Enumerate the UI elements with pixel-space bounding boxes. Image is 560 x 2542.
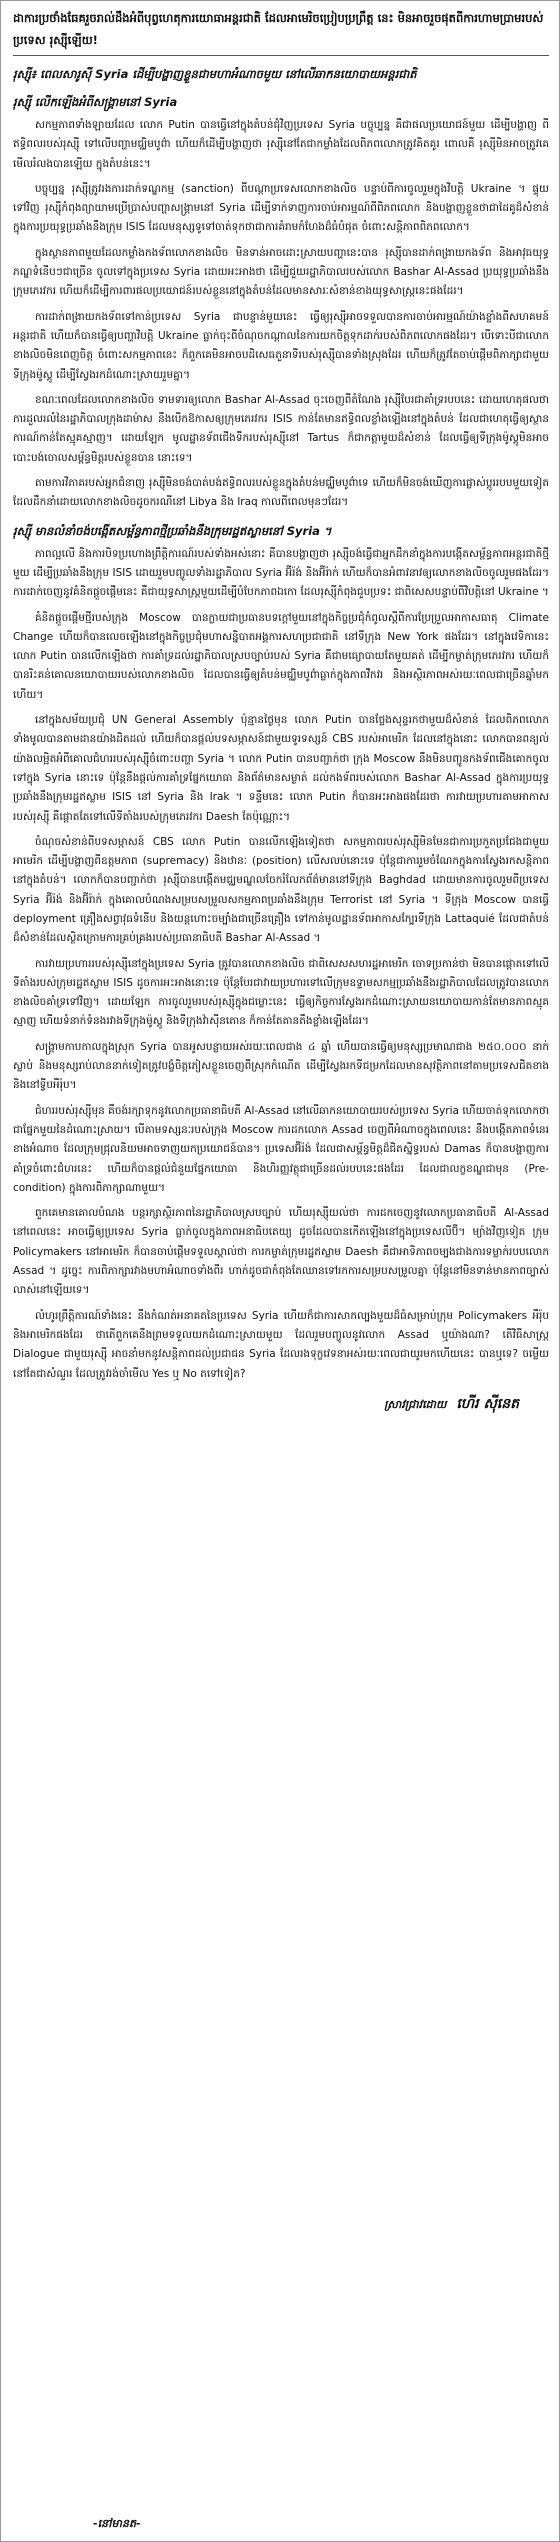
author-name: ហើរ ស៊ីនេត xyxy=(456,1395,519,1412)
paragraph: ការវាយប្រហាររបស់រុស្ស៊ីនៅក្នុងប្រទេស Syria ត្រូវបានលោកខាងលិច ជាពិសេសសហរដ្ឋអាមេរិក ចោទប្រកាន់ថា មិនបានផ្តោតទៅលើទីតាំងរបស់ក្រុមរដ្ឋឥស្លាម ISIS ដូចការអះអាងនោះទេ ប៉ុន្តែបែរជាវាយប្រហារទៅលើក្រុមឧទ្ទាមសកម្មប្រឆាំងនឹងរដ្ឋាភិបាលដែលត្រូវបានលោកខាងលិចគាំទ្រទៅវិញ។ ដោយឡែក ការចូលរួមរបស់រុស្ស៊ីក្នុងជម្លោះនេះ ធ្វើឲ្យកិច្ចការស្វែងរកដំណោះស្រាយនយោបាយកាន់តែមានភាពស្មុគស្មាញ ហើយទំនាក់ទំនងរវាងទីក្រុងម៉ូស្គូ និងទីក្រុងវ៉ាស៊ីនតោន ក៏កាន់តែតានតឹងខ្លាំងឡើងដែរ។ xyxy=(13,957,549,1028)
paragraph: បច្ចុប្បន្ន រុស្ស៊ីត្រូវរងការដាក់ទណ្ឌកម្ម (sanction) ពីបណ្តាប្រទេសលោកខាងលិច បន្ទាប់ពីការចូលរួមក្នុងវិបត្តិ Ukraine ។ ផ្ទុយទៅវិញ រុស្ស៊ីកំពុងព្យាយាមប្រើប្រាស់បញ្ហាសង្គ្រាមនៅ Syria ដើម្បីទាក់ទាញការចាប់អារម្មណ៍ពីពិភពលោក និងបង្ហាញខ្លួនថាជាដៃគូដ៏សំខាន់ក្នុងការប្រយុទ្ធប្រឆាំងនឹងក្រុម ISIS ដែលមនុស្សទូទៅចាត់ទុកថាជាការគំរាមកំហែងដ៏ធំបំផុត ចំពោះសន្តិភាពពិភពលោក។ xyxy=(13,182,549,234)
paragraph: ចំណុចសំខាន់ពីបទសម្ភាសន៍ CBS លោក Putin បានលើកឡើងទៀតថា សកម្មភាពរបស់រុស្ស៊ីមិនមែនជាការប្រកួតប្រជែងជាមួយអាមេរិក ដើម្បីបង្ហាញពីឧត្តមភាព (supremacy) និងឋានៈ (position) លើសលប់នោះទេ ប៉ុន្តែជាការរួមចំណែកក្នុងការស្វែងរកសន្តិភាពនៅក្នុងតំបន់។ លោកក៏បានបញ្ជាក់ថា រុស្ស៊ីបានបង្កើតមជ្ឈមណ្ឌលចែករំលែកព័ត៌មាននៅទីក្រុង Baghdad ដោយមានការចូលរួមពីប្រទេស Syria អ៊ីរ៉ង់ និងអ៊ីរ៉ាក់ ក្នុងគោលបំណងសម្របសម្រួលសកម្មភាពប្រឆាំងនឹងក្រុម Terrorist នៅ Syria ។ ទីក្រុង Moscow បានធ្វើ deployment គ្រឿងសព្វាវុធទំនើប និងយន្តហោះចម្បាំងជាច្រើនគ្រឿង ទៅកាន់មូលដ្ឋានទ័ពអាកាសក្បែរទីក្រុង Lattaquié ដែលជាតំបន់ដ៏សំខាន់ដែលស្ថិតក្រោមការគ្រប់គ្រងរបស់ប្រធានាធិបតី Bashar Al-Assad ។ xyxy=(13,835,549,945)
paragraph: ភាពល្អលើ និងការបិទប្រហោងព្រឹត្តិការណ៍របស់ទាំងអស់នោះ គឺបានបង្ហាញថា រុស្ស៊ីចង់ធ្វើជាអ្នកដឹកនាំក្នុងការបង្កើតសម្ព័ន្ធភាពអន្តរជាតិថ្មីមួយ ដើម្បីប្រឆាំងនឹងក្រុម ISIS ដោយរួមបញ្ចូលទាំងរដ្ឋាភិបាល Syria អ៊ីរ៉ង់ និងអ៊ីរ៉ាក់ ហើយក៏បានអំពាវនាវឲ្យលោកខាងលិចចូលរួមផងដែរ។ ការដាក់ចេញនូវគំនិតផ្តួចផ្តើមនេះ គឺជាយុទ្ធសាស្ត្រមួយដើម្បីបំបែកភាពឯកោ ដែលរុស្ស៊ីកំពុងជួបប្រទះ ជាពិសេសបន្ទាប់ពីវិបត្តិនៅ Ukraine ។ xyxy=(13,547,549,599)
paragraph: ក្នុងស្ថានភាពមួយដែលកម្លាំងកងទ័ពលោកខាងលិច មិនទាន់អាចដោះស្រាយបញ្ហានេះបាន រុស្ស៊ីបានដាក់ពង្រាយកងទ័ព និងអាវុធយុទ្ធភណ្ឌទំនើបៗជាច្រើន ចូលទៅក្នុងប្រទេស Syria ដោយអះអាងថា ដើម្បីជួយរដ្ឋាភិបាលរបស់លោក Bashar Al-Assad ប្រយុទ្ធប្រឆាំងនឹងក្រុមភេរវករ ហើយក៏ដើម្បីការពារផលប្រយោជន៍របស់ខ្លួននៅក្នុងតំបន់ដែលមានសារៈសំខាន់ខាងយុទ្ធសាស្ត្រនេះផងដែរ។ xyxy=(13,246,549,298)
credit-label: ស្រាវជ្រាវដោយ xyxy=(384,1397,447,1411)
paragraph: លំហូរព្រឹត្តិការណ៍ទាំងនេះ នឹងកំណត់អនាគតនៃប្រទេស Syria ហើយក៏ជាការសាកល្បងមួយដ៏ធំសម្រាប់ក្រុម Policymakers អឺរ៉ុប និងអាមេរិកផងដែរ ថាតើពួកគេនឹងព្រមទទួលយកដំណោះស្រាយមួយ ដែលរួមបញ្ចូលនូវលោក Assad ឬយ៉ាងណា? តើវិធីសាស្ត្រ Dialogue ជាមួយរុស្ស៊ី អាចនាំមកនូវសន្តិភាពដល់ប្រជាជន Syria ដែលរងទុក្ខវេទនាអស់រយៈពេលជាយូរមកហើយនេះ បានឬទេ? ចម្លើយនៅតែជាសំណួរ ដែលត្រូវរង់ចាំមើល Yes ឬ No តទៅទៀត? xyxy=(13,1309,549,1380)
paragraph: សង្គ្រាមកាបកាលក្នុងស្រុក Syria បានអូសបន្លាយអស់រយៈពេលជាង ៤ ឆ្នាំ ហើយបានធ្វើឲ្យមនុស្សប្រមាណជាង ២៥០.០០០ នាក់ស្លាប់ និងមនុស្សរាប់លាននាក់ទៀតត្រូវបង្ខំចិត្តភៀសខ្លួនចេញពីស្រុកកំណើត ដើម្បីស្វែងរកទីជម្រកដែលមានសុវត្ថិភាពនៅតាមប្រទេសជិតខាង និងនៅទ្វីបអឺរ៉ុប។ xyxy=(13,1040,549,1092)
paragraph: នៅក្នុងសម័យប្រជុំ UN General Assembly ប៉ុន្មានថ្ងៃមុន លោក Putin បានថ្លែងសុន្ទរកថាមួយដ៏សំខាន់ ដែលពិភពលោកទាំងមូលបានតាមដានយ៉ាងដិតដល់ ហើយក៏បានផ្តល់បទសម្ភាសន៍ជាមួយទូរទស្សន៍ CBS របស់អាមេរិក ដែលនៅក្នុងនោះ លោកបានពន្យល់យ៉ាងលម្អិតអំពីគោលជំហររបស់រុស្ស៊ីចំពោះបញ្ហា Syria ។ លោក Putin បានបញ្ជាក់ថា ក្រុង Moscow នឹងមិនបញ្ជូនកងទ័ពជើងគោកចូលទៅក្នុង Syria នោះទេ ប៉ុន្តែនឹងផ្តល់ការគាំទ្រផ្នែកយោធា និងព័ត៌មានសម្ងាត់ ដល់កងទ័ពរបស់លោក Bashar Al-Assad ក្នុងការប្រយុទ្ធប្រឆាំងនឹងក្រុមរដ្ឋឥស្លាម ISIS នៅ Syria និង Irak ។ ទន្ទឹមនេះ លោក Putin ក៏បានអះអាងផងដែរថា ការវាយប្រហារតាមអាកាសរបស់រុស្ស៊ី គឺផ្តោតតែទៅលើទីតាំងរបស់ក្រុមភេរវករ Daesh តែប៉ុណ្ណោះ។ xyxy=(13,714,549,823)
author-credit xyxy=(13,1394,549,1415)
section-heading-2: រុស្ស៊ី លើកឡើងអំពីសង្គ្រាមនៅ Syria xyxy=(13,95,178,109)
section-heading-1: រុស្ស៊ី៖ ពេលសារូស៊ី Syria ដើម្បីបង្ហាញខ្លួនជាមហាអំណាចមួយ នៅលើឆាកនយោបាយអន្តរជាតិ xyxy=(13,67,417,81)
section-heading-3: រុស្ស៊ី មានលំនាំចង់បង្កើតសម្ព័ន្ធភាពថ្មីប្រឆាំងនឹងក្រុមរដ្ឋឥស្លាមនៅ Syria ។ xyxy=(13,523,332,538)
paragraph: ការដាក់ពង្រាយកងទ័ពទៅកាន់ប្រទេស Syria ជាបន្ទាន់មួយនេះ ធ្វើឲ្យរុស្ស៊ីអាចទទួលបានការចាប់អារម្មណ៍យ៉ាងខ្លាំងពីសហគមន៍អន្តរជាតិ ហើយក៏បានធ្វើឲ្យបញ្ហាវិបត្តិ Ukraine ធ្លាក់ចុះពីចំណុចកណ្តាលនៃការយកចិត្តទុកដាក់របស់ពិភពលោកផងដែរ។ បើទោះបីជាលោកខាងលិចមិនពេញចិត្ត ចំពោះសកម្មភាពនេះ ក៏ពួកគេមិនអាចបដិសេធតួនាទីរបស់រុស្ស៊ីបានទាំងស្រុងដែរ ហើយក៏ត្រូវតែចាប់ផ្តើមពិភាក្សាជាមួយទីក្រុងម៉ូស្គូ ដើម្បីស្វែងរកដំណោះស្រាយរួមគ្នា។ xyxy=(13,310,549,381)
continued-note: -នៅមានត- xyxy=(93,2517,141,2530)
paragraph: ខណៈពេលដែលលោកខាងលិច ទាមទារឲ្យលោក Bashar Al-Assad ចុះចេញពីតំណែង រុស្ស៊ីបែរជាគាំទ្ររបបនេះ ដោយហេតុផលថា ការដួលរលំនៃរដ្ឋាភិបាលក្រុងដាម៉ាស នឹងបើកឱកាសឲ្យក្រុមភេរវករ ISIS កាន់តែមានឥទ្ធិពលខ្លាំងឡើងនៅក្នុងតំបន់ ដែលជាហេតុធ្វើឲ្យស្ថានការណ៍កាន់តែស្មុគស្មាញ។ ដោយឡែក មូលដ្ឋានទ័ពជើងទឹករបស់រុស្ស៊ីនៅ Tartus ក៏ជាកត្តាមួយដ៏សំខាន់ ដែលធ្វើឲ្យទីក្រុងម៉ូស្គូមិនអាចបោះបង់ចោលសម្ព័ន្ធមិត្តរបស់ខ្លួនបាន នោះទេ។ xyxy=(13,393,549,464)
paragraph: សកម្មភាពទាំងឡាយដែល លោក Putin បានធ្វើនៅក្នុងតំបន់ជុំវិញប្រទេស Syria បច្ចុប្បន្ន គឺជាផលប្រយោជន៍មួយ ដើម្បីបង្ហាញ ពីឥទ្ធិពលរបស់រុស្ស៊ី ទៅលើបញ្ហាមជ្ឈិមបូព៌ា ហើយក៏ដើម្បីបង្ហាញថា រុស្ស៊ីនៅតែជាកម្លាំងដែលពិភពលោកត្រូវគិតគូរ ពោលគឺ រុស្ស៊ីមិនអាចត្រូវគេមើលរំលងបានឡើយ ក្នុងតំបន់នេះ។ xyxy=(13,119,549,170)
paragraph: ជំហររបស់រុស្ស៊ីមុន គឺចង់រក្សាទុកនូវលោកប្រធានាធិបតី Al-Assad នៅលើឆាកនយោបាយរបស់ប្រទេស Syria ហើយចាត់ទុកលោកថាជាផ្នែកមួយនៃដំណោះស្រាយ។ បើតាមទស្សនៈរបស់ក្រុង Moscow ការដកលោក Assad ចេញពីអំណាចក្នុងពេលនេះ នឹងបង្កើតភាពទំនេរខាងអំណាច ដែលក្រុមជ្រុលនិយមអាចទាញយកប្រយោជន៍បាន។ ប្រទេសអ៊ីរ៉ង់ ដែលជាសម្ព័ន្ធមិត្តដ៏ជិតស្និទ្ធរបស់ Damas ក៏បានបង្ហាញការគាំទ្រចំពោះជំហរនេះ ហើយក៏បានផ្តល់ជំនួយផ្នែកយោធា និងហិរញ្ញវត្ថុជាច្រើនដល់របបនេះផងដែរ ដែលជាលក្ខខណ្ឌជាមុន (Pre-condition) ក្នុងការពិភាក្សាណាមួយ។ xyxy=(13,1104,549,1194)
intro-text: ដាការ​ប្រថាំងធែគរួចរាល់ដឹងអំពីបុព្វហេតុ​​ការ​យោធា​អន្តរជាតិ ដែលអាមេរិចប្រៀបប្រព្រឹត្ត នេះ មិនអាចរួចផុតពីការហាមប្រាមរបស់ប្រទេស រុស្ស៊ីឡើយ! xyxy=(13,7,549,56)
paragraph: តាមការវិភាគរបស់អ្នកជំនាញ រុស្ស៊ីមិនចង់បាត់បង់ឥទ្ធិពលរបស់ខ្លួនក្នុងតំបន់មជ្ឈិមបូព៌ាទេ ហើយក៏មិនចង់ឃើញការផ្លាស់ប្តូររបបមួយទៀត ដែលដឹកនាំដោយលោកខាងលិចដូចករណីនៅ Libya និង Iraq កាលពីពេលមុនៗដែរ។ xyxy=(13,477,549,509)
paragraph: ពួកគេមានគោលបំណង បន្តរក្សាស្ថិរភាពនៃរដ្ឋាភិបាលស្របច្បាប់ ហើយរុស្ស៊ីយល់ថា ការដកចេញនូវលោកប្រធានាធិបតី Al-Assad នៅពេលនេះ អាចធ្វើឲ្យប្រទេស Syria ធ្លាក់ចូលក្នុងភាពអនាធិបតេយ្យ ដូចដែលបានកើតឡើងនៅក្នុងប្រទេសលីប៊ី។ ម្យ៉ាងវិញទៀត ក្រុម Policymakers នៅអាមេរិក ក៏បានចាប់ផ្តើមទទួលស្គាល់ថា ការកម្ចាត់ក្រុមរដ្ឋឥស្លាម Daesh គឺជាអាទិភាពចម្បងជាងការទម្លាក់របបលោក Assad ។ ដូច្នេះ ការពិភាក្សារវាងមហាអំណាចទាំងពីរ ហាក់ដូចជាកំពុងតែឈានទៅរកការសម្របសម្រួលគ្នា ប៉ុន្តែនៅមិនទាន់មានភាពច្បាស់លាស់នៅឡើយទេ។ xyxy=(13,1207,549,1297)
paragraph: គំនិតផ្តួចផ្តើមថ្មីរបស់ក្រុង Moscow បានក្លាយជាប្រធានបទក្តៅមួយនៅក្នុងកិច្ចប្រជុំកំពូលស្តីពីការប្រែប្រួលអាកាសធាតុ Climate Change ហើយក៏បានលេចឡើងនៅក្នុងកិច្ចប្រជុំមហាសន្និបាតអង្គការសហប្រជាជាតិ នៅទីក្រុង New York ផងដែរ។ នៅក្នុងវេទិកានេះ លោក Putin បានលើកឡើងថា ការគាំទ្រដល់រដ្ឋាភិបាលស្របច្បាប់របស់ Syria គឺជាមធ្យោបាយតែមួយគត់ ដើម្បីកម្ចាត់ក្រុមភេរវករ ហើយក៏បានរិះគន់គោលនយោបាយរបស់លោកខាងលិច ដែលបានធ្វើឲ្យតំបន់មជ្ឈិមបូព៌ាធ្លាក់ក្នុងភាពវឹកវរ និងអស្ថិរភាពអស់រយៈពេលជាច្រើនឆ្នាំមកហើយ។ xyxy=(13,611,549,701)
